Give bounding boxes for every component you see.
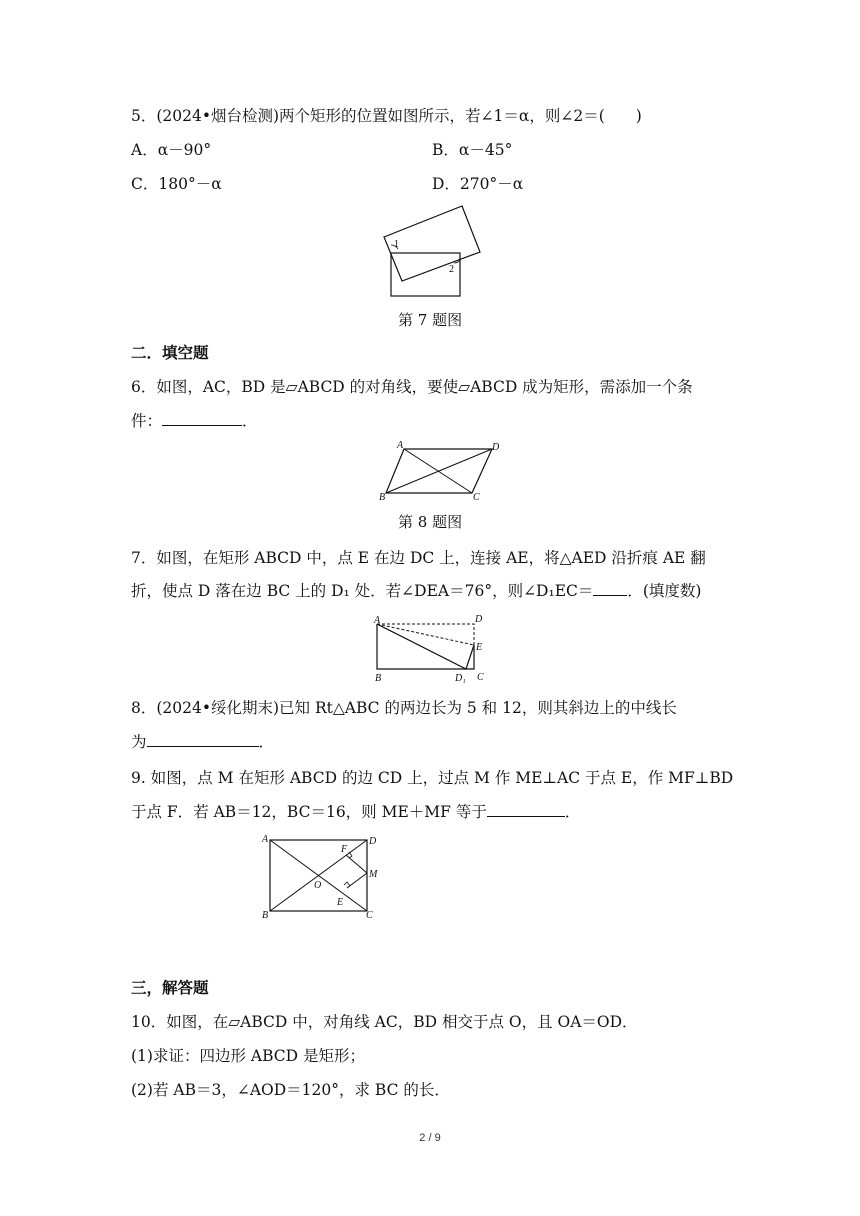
q7-label-d1: D₁ [455,673,466,684]
q9-label-m: M [369,869,378,880]
q5-option-a: A．α－90° [131,141,212,159]
q5-stem: 5．(2024•烟台检测)两个矩形的位置如图所示，若∠1＝α，则∠2＝( ) [131,107,642,125]
q8-line2-suffix: ． [258,733,275,751]
q5-option-b: B．α－45° [432,141,513,159]
q9-line2 [131,801,580,823]
q7-answer-blank[interactable] [593,580,627,596]
q9-label-b: B [262,910,269,920]
q5-option-d: D．270°－α [432,175,524,193]
q10-line1: 10．如图，在▱ABCD 中，对角线 AC，BD 相交于点 O，且 OA＝OD． [131,1013,638,1031]
page-number: 2 / 9 [419,1132,441,1144]
q7-line2 [131,580,701,602]
q9-line2-prefix: 于点 F．若 AB＝12，BC＝16，则 ME＋MF 等于 [131,803,487,821]
q9-right-angle-e [344,882,350,886]
q6-label-a: A [397,440,404,451]
q5-option-c: C．180°－α [131,175,222,193]
q7-label-d: D [475,614,483,625]
section2-title: 二．填空题 [131,343,209,362]
q7-line1: 7．如图，在矩形 ABCD 中，点 E 在边 DC 上，连接 AE，将△AED 沿折痕 AE 翻 [131,549,706,567]
q5-angle2-label: 2 [449,264,454,275]
q7-folded-triangle [377,624,474,669]
q5-figure-caption: 第 7 题图 [398,311,463,329]
q7-rectangle-dashed [377,624,474,645]
q10-line3: (2)若 AB＝3，∠AOD＝120°，求 BC 的长． [131,1081,450,1099]
q9-right-angle-f [349,852,352,858]
q8-line2-prefix: 为 [131,733,147,751]
q9-label-f: F [341,844,348,855]
q9-line2-suffix: ． [564,803,581,821]
q9-label-d: D [369,836,377,847]
q6-label-b: B [379,492,386,503]
q5-angle1-label: 1 [394,239,399,250]
q7-label-b: B [375,673,382,684]
q6-line2-suffix: ． [242,412,258,430]
q10-line2: (1)求证：四边形 ABCD 是矩形； [131,1047,365,1065]
q6-answer-blank[interactable] [162,410,242,426]
q7-fold-line [377,624,474,645]
q6-figure [374,438,504,504]
q5-figure [378,200,484,300]
q9-line1: 9. 如图，点 M 在矩形 ABCD 的边 CD 上，过点 M 作 ME⊥AC 于点 E，作 MF⊥BD [131,769,734,787]
q7-line2-suffix: ．(填度数) [627,582,702,600]
q6-label-c: C [473,492,480,503]
q7-figure [370,611,496,687]
q9-label-o: O [314,880,322,891]
q7-label-c: C [477,672,484,683]
q9-label-c: C [366,910,373,920]
q8-line2 [131,731,274,753]
section3-title: 三，解答题 [131,978,209,997]
q9-label-e: E [337,897,344,908]
q9-answer-blank[interactable] [487,801,565,817]
q8-answer-blank[interactable] [147,731,259,747]
q7-label-e: E [476,642,483,653]
q6-label-d: D [492,442,500,453]
q6-figure-caption: 第 8 题图 [398,513,463,531]
q9-label-a: A [262,834,269,845]
q6-line2 [131,410,258,432]
q8-line1: 8．(2024•绥化期末)已知 Rt△ABC 的两边长为 5 和 12，则其斜边上的中线长 [131,699,677,717]
q7-line2-prefix: 折，使点 D 落在边 BC 上的 D₁ 处．若∠DEA＝76°，则∠D₁EC＝ [131,582,594,600]
q6-line2-prefix: 件： [131,412,163,430]
q9-figure [258,830,388,920]
q6-line1: 6．如图，AC，BD 是▱ABCD 的对角线，要使▱ABCD 成为矩形，需添加一个条 [131,378,693,396]
q7-label-a: A [374,615,381,626]
